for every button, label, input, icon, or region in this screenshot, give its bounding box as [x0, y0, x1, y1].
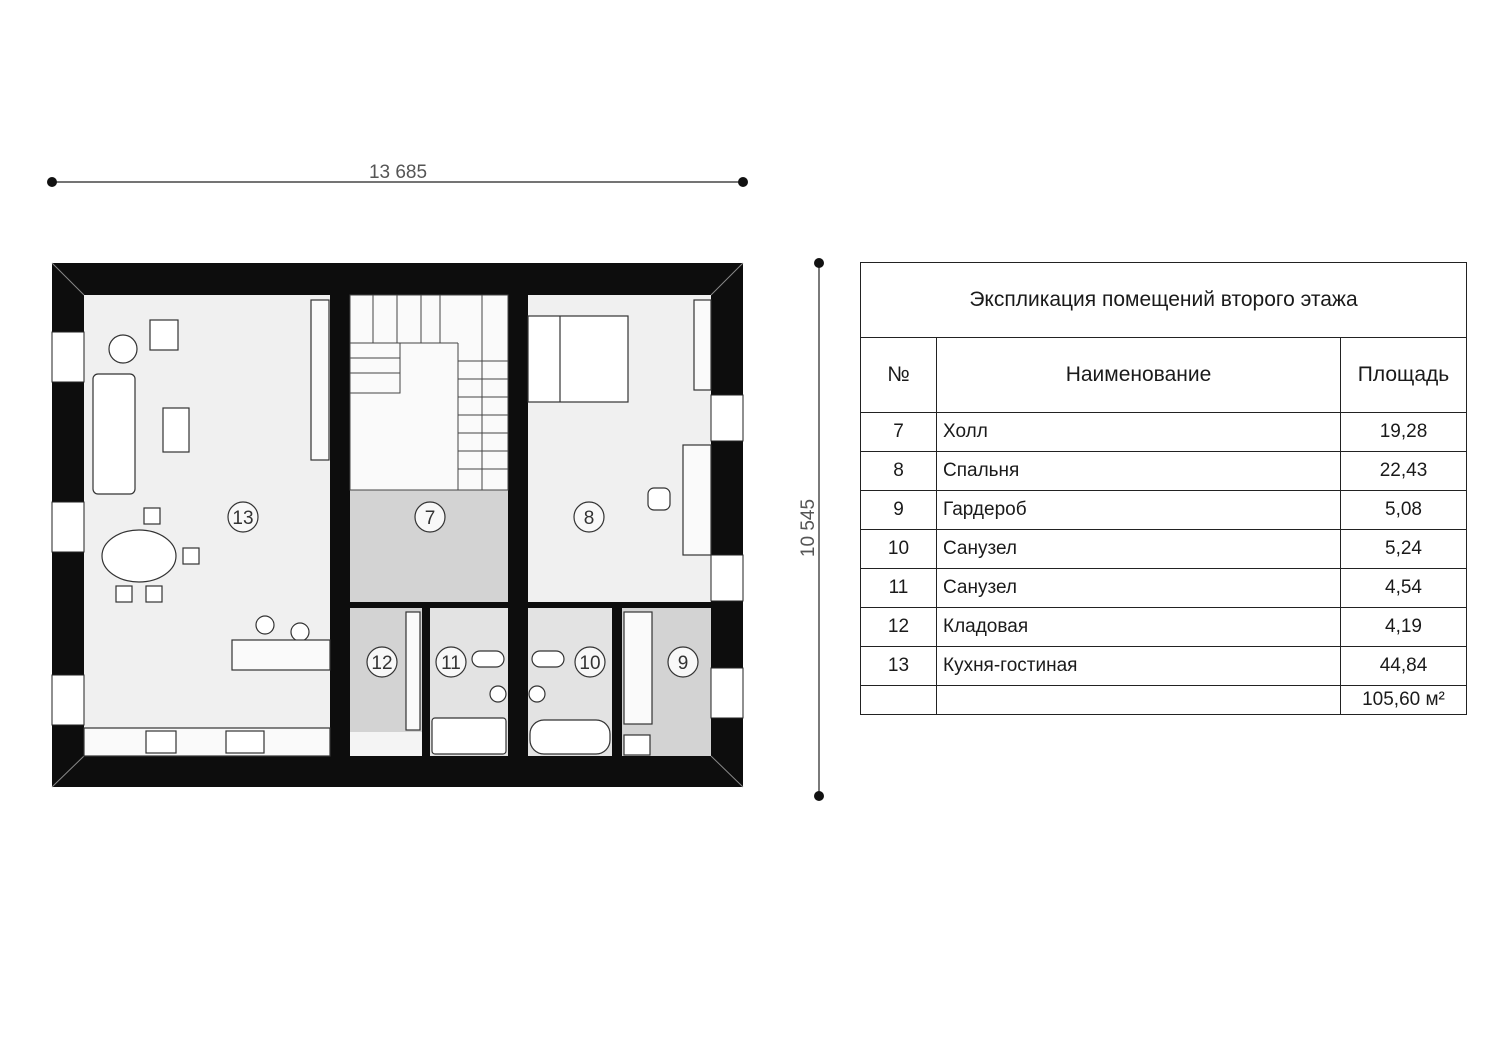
row-number: 11 — [861, 569, 937, 608]
staircase — [350, 295, 508, 490]
row-area: 22,43 — [1341, 452, 1467, 491]
row-number: 12 — [861, 608, 937, 647]
row-area: 19,28 — [1341, 413, 1467, 452]
wall-e — [422, 608, 430, 756]
wall-d — [508, 596, 528, 756]
table-row — [861, 569, 1467, 608]
room-schedule-table — [860, 262, 1467, 715]
header-area: Площадь — [1341, 338, 1467, 413]
total-area: 105,60 м² — [1341, 686, 1467, 715]
row-area: 5,08 — [1341, 491, 1467, 530]
row-name: Санузел — [937, 569, 1341, 608]
room-label-10: 10 — [579, 653, 601, 674]
row-name: Холл — [937, 413, 1341, 452]
table-row — [861, 530, 1467, 569]
width-dimension-label: 13 685 — [368, 162, 428, 183]
row-area: 44,84 — [1341, 647, 1467, 686]
row-number: 9 — [861, 491, 937, 530]
row-number: 8 — [861, 452, 937, 491]
row-number: 7 — [861, 413, 937, 452]
wall-c — [508, 295, 528, 550]
table-row — [861, 491, 1467, 530]
table-row — [861, 413, 1467, 452]
row-area: 5,24 — [1341, 530, 1467, 569]
table-title: Экспликация помещений второго этажа — [861, 263, 1467, 338]
room-label-13: 13 — [232, 508, 254, 529]
room-13-floor — [84, 295, 330, 756]
room-12-shelf — [350, 732, 422, 756]
row-name: Кладовая — [937, 608, 1341, 647]
width-dimension — [47, 162, 748, 187]
wall-a — [330, 295, 350, 505]
wall-b — [330, 600, 350, 756]
height-dimension — [798, 258, 824, 801]
row-number: 10 — [861, 530, 937, 569]
row-area: 4,19 — [1341, 608, 1467, 647]
table-row — [861, 452, 1467, 491]
room-label-9: 9 — [677, 653, 689, 674]
room-label-11: 11 — [441, 653, 461, 674]
header-number: № — [861, 338, 937, 413]
wall-g — [350, 602, 711, 608]
header-name: Наименование — [937, 338, 1341, 413]
row-name: Кухня-гостиная — [937, 647, 1341, 686]
row-name: Спальня — [937, 452, 1341, 491]
hall-shade-2 — [458, 490, 508, 606]
table-row — [861, 608, 1467, 647]
height-dimension-label: 10 545 — [798, 498, 819, 558]
row-name: Санузел — [937, 530, 1341, 569]
room-label-8: 8 — [583, 508, 595, 529]
row-number: 13 — [861, 647, 937, 686]
row-area: 4,54 — [1341, 569, 1467, 608]
room-label-12: 12 — [371, 653, 393, 674]
wall-f — [612, 608, 622, 756]
room-label-7: 7 — [424, 508, 436, 529]
table-row — [861, 647, 1467, 686]
row-name: Гардероб — [937, 491, 1341, 530]
total-row — [861, 686, 1467, 715]
